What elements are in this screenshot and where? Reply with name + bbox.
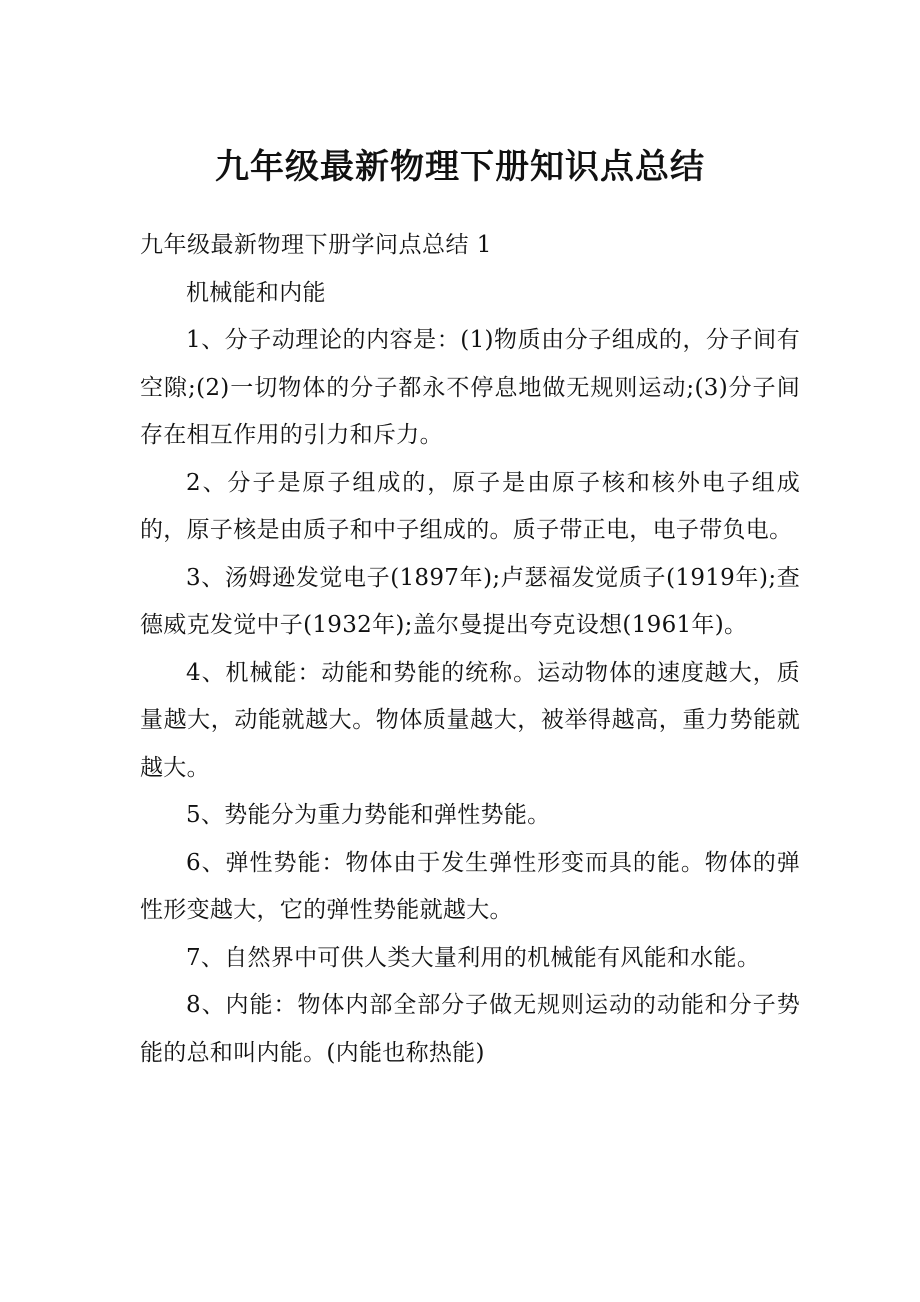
section-heading: 机械能和内能 (186, 279, 326, 306)
paragraph-7: 7、自然界中可供人类大量利用的机械能有风能和水能。 (186, 944, 761, 971)
paragraph-5: 5、势能分为重力势能和弹性势能。 (186, 802, 551, 828)
document-body (140, 222, 800, 1077)
paragraph-2: 2、分子是原子组成的，原子是由原子核和核外电子组成的，原子核是由质子和中子组成的。质子带正电，电子带负电。 (140, 469, 800, 543)
document-subtitle: 九年级最新物理下册学问点总结 1 (140, 232, 492, 258)
paragraph-4: 4、机械能：动能和势能的统称。运动物体的速度越大，质量越大，动能就越大。物体质量越大，被举得越高，重力势能就越大。 (140, 659, 800, 781)
paragraph-8: 8、内能：物体内部全部分子做无规则运动的动能和分子势能的总和叫内能。(内能也称热能) (140, 992, 800, 1066)
paragraph-6: 6、弹性势能：物体由于发生弹性形变而具的能。物体的弹性形变越大，它的弹性势能就越大。 (140, 849, 800, 923)
paragraph-3: 3、汤姆逊发觉电子(1897年);卢瑟福发觉质子(1919年);查德威克发觉中子(1932年);盖尔曼提出夸克设想(1961年)。 (140, 564, 800, 638)
document-title: 九年级最新物理下册知识点总结 (215, 147, 705, 187)
paragraph-1: 1、分子动理论的内容是：(1)物质由分子组成的，分子间有空隙;(2)一切物体的分子都永不停息地做无规则运动;(3)分子间存在相互作用的引力和斥力。 (140, 327, 800, 448)
